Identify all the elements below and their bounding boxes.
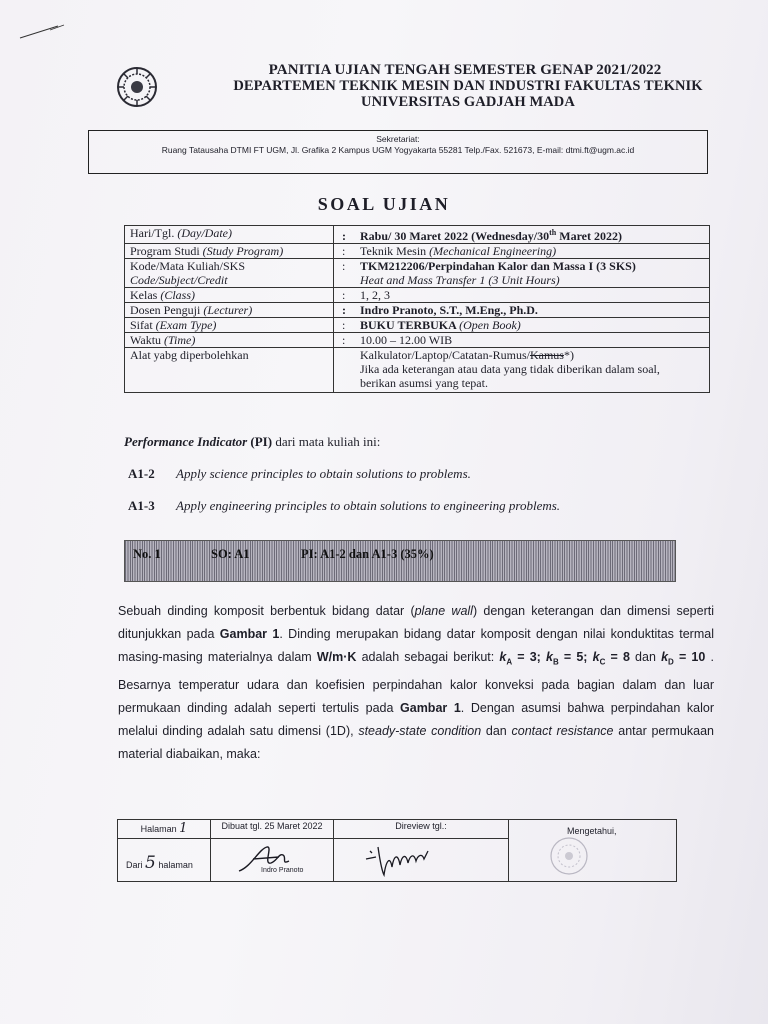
table-row [125, 318, 710, 333]
table-row [125, 303, 710, 318]
day-date-value: : Rabu/ 30 Maret 2022 (Wednesday/30th Maret 2022) [334, 226, 710, 244]
header-committee: PANITIA UJIAN TENGAH SEMESTER GENAP 2021/2022 [268, 62, 662, 78]
lecturer-label: Dosen Penguji (Lecturer) [125, 303, 334, 318]
table-row [125, 259, 710, 288]
reviewed-date: Direview tgl.: [334, 820, 509, 839]
study-program-value: : Teknik Mesin (Mechanical Engineering) [334, 244, 710, 259]
header-university: UNIVERSITAS GADJAH MADA [361, 94, 575, 110]
study-program-label: Program Studi (Study Program) [125, 244, 334, 259]
exam-info-table [124, 225, 710, 393]
exam-type-value: : BUKU TERBUKA (Open Book) [334, 318, 710, 333]
table-row [125, 244, 710, 259]
table-row [118, 820, 677, 839]
allowed-tools-label: Alat yabg diperbolehkan [125, 348, 334, 393]
creator-name: Indro Pranoto [261, 867, 304, 874]
faded-stamp-icon [543, 834, 595, 878]
pen-mark-icon [18, 20, 68, 44]
subject-code-label: Kode/Mata Kuliah/SKS Code/Subject/Credit [125, 259, 334, 288]
page-label-cell: Halaman 1 [118, 820, 211, 839]
time-value: : 10.00 – 12.00 WIB [334, 333, 710, 348]
footer-approval-table [117, 819, 677, 882]
list-item: A1-3 Apply engineering principles to obtain solutions to engineering problems. [128, 498, 561, 513]
day-date-label: Hari/Tgl. (Day/Date) [125, 226, 334, 244]
question-number: No. 1 [133, 547, 161, 561]
class-label: Kelas (Class) [125, 288, 334, 303]
allowed-tools-value: Kalkulator/Laptop/Catatan-Rumus/Kamus*) Jika ada keterangan atau data yang tidak diberikan dalam soal, berikan asumsi yang tepat. [334, 348, 710, 393]
secretariat-title: Sekretariat: [376, 134, 420, 144]
created-date: Dibuat tgl. 25 Maret 2022 [211, 820, 334, 839]
pi-heading: Performance Indicator (PI) dari mata kuliah ini: [124, 434, 381, 449]
approval-cell [509, 820, 677, 882]
question-pi: PI: A1-2 dan A1-3 (35%) [301, 547, 434, 561]
page-count-cell: Dari 5 halaman [118, 839, 211, 882]
creator-signature-cell [211, 839, 334, 882]
secretariat-box [88, 130, 708, 174]
ugm-seal-icon [116, 66, 158, 108]
time-label: Waktu (Time) [125, 333, 334, 348]
reviewer-signature-icon [362, 841, 452, 879]
table-row [125, 333, 710, 348]
table-row [125, 348, 710, 393]
table-row [125, 288, 710, 303]
subject-code-value: : TKM212206/Perpindahan Kalor dan Massa I (3 SKS) Heat and Mass Transfer 1 (3 Unit Hours) [334, 259, 710, 288]
list-item: A1-2 Apply science principles to obtain solutions to problems. [128, 466, 471, 481]
question-header-bar [124, 540, 676, 582]
lecturer-value: : Indro Pranoto, S.T., M.Eng., Ph.D. [334, 303, 710, 318]
class-value: : 1, 2, 3 [334, 288, 710, 303]
approval-label: Mengetahui, [567, 826, 617, 836]
page-title: SOAL UJIAN [317, 194, 451, 214]
table-row [125, 226, 710, 244]
reviewer-signature-cell [334, 839, 509, 882]
question-so: SO: A1 [211, 547, 250, 561]
exam-type-label: Sifat (Exam Type) [125, 318, 334, 333]
header-department: DEPARTEMEN TEKNIK MESIN DAN INDUSTRI FAKULTAS TEKNIK [233, 78, 703, 94]
question-paragraph: Sebuah dinding komposit berbentuk bidang datar (plane wall) dengan keterangan dan dimensi seperti ditunjukkan pada Gambar 1. Dinding merupakan bidang datar komposit dengan nilai konduktitas termal masing-masing materialnya dalam W/m·K adalah sebagai berikut: $k_A = 3$; $k_B = 5$; $k_C = 8$ dan $k_D = 10$ . Besarnya temperatur udara dan koefisien perpindahan kalor konveksi pada bagian dalam dan luar permukaan dinding adalah seperti tertulis pada Gambar 1. Dengan asumsi bahwa perpindahan kalor melalui dinding adalah satu dimensi (1D), steady-state condition dan contact resistance antar permukaan material diabaikan, maka: [118, 604, 715, 761]
secretariat-address: Ruang Tatausaha DTMI FT UGM, Jl. Grafika 2 Kampus UGM Yogyakarta 55281 Telp./Fax. 521673, E-mail: dtmi.ft@ugm.ac.id [161, 145, 635, 155]
